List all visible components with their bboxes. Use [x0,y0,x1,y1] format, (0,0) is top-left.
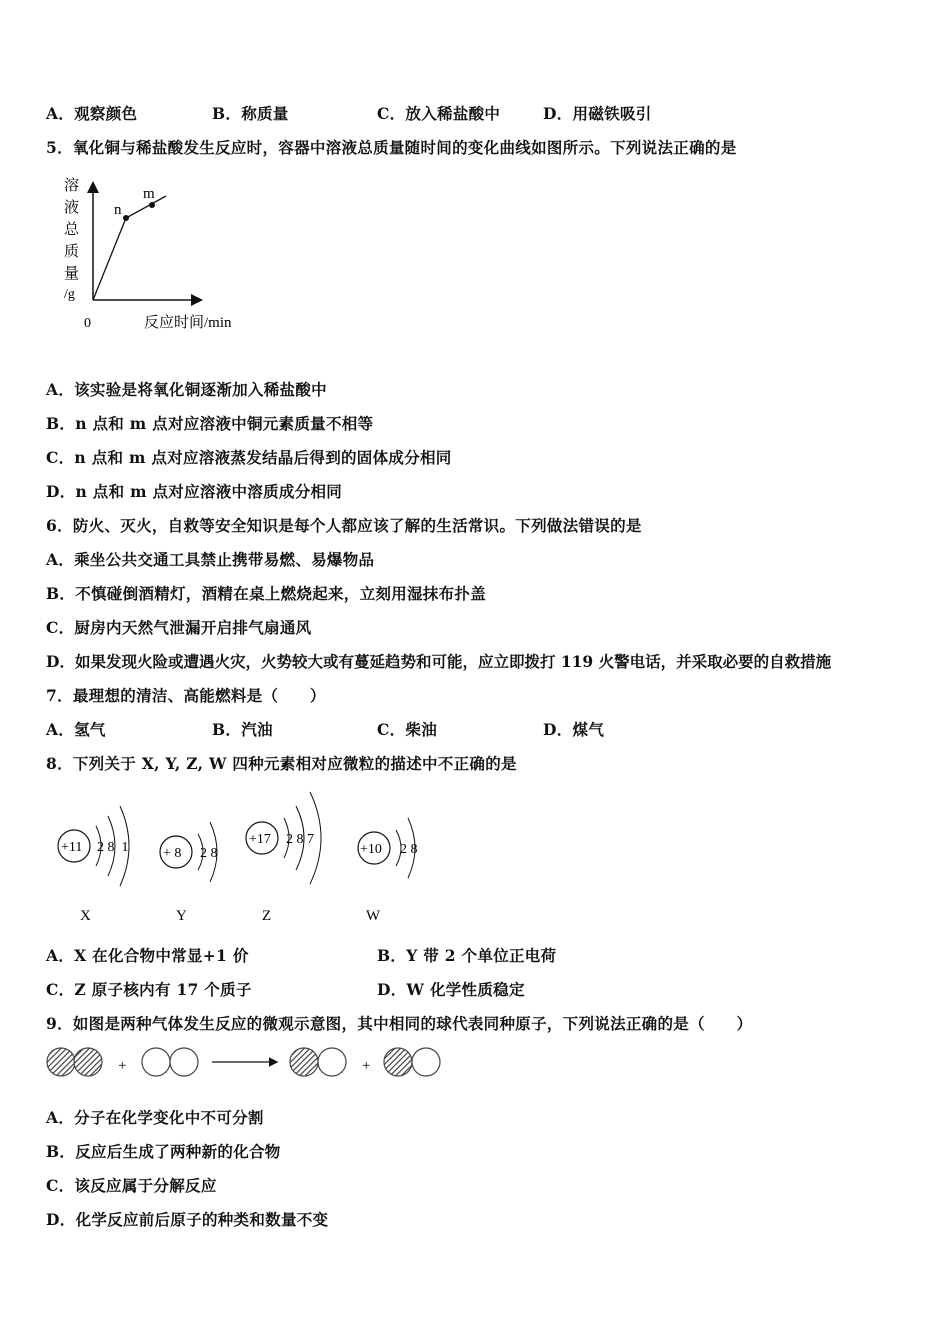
q5-y-char-1: 溶 [64,178,80,194]
q8-option-c[interactable]: C．Z 原子核内有 17 个质子 [46,980,252,999]
particle-w-diagram [358,818,418,924]
particle-x-label: X [80,908,91,924]
product-molecule-2 [384,1048,440,1076]
q5-label-m: m [143,186,155,202]
q5-y-char-5: 量 [64,266,80,282]
q6-option-a[interactable]: A．乘坐公共交通工具禁止携带易燃、易爆物品 [46,550,375,569]
q4-option-d[interactable]: D．用磁铁吸引 [543,104,652,123]
reactant-molecule-shaded [47,1048,102,1076]
svg-text:+10: +10 [360,842,382,857]
svg-text:+11: +11 [61,840,83,855]
q6-option-d[interactable]: D．如果发现火险或遭遇火灾，火势较大或有蔓延趋势和可能，应立即拨打 119 火警电话，并采取必要的自救措施 [46,652,832,671]
q9-option-a[interactable]: A．分子在化学变化中不可分割 [46,1108,264,1127]
q7-option-d[interactable]: D．煤气 [543,720,605,739]
q9-plus-1: + [118,1058,127,1074]
svg-text:2 8 7: 2 8 7 [286,832,314,847]
q7-stem: 7．最理想的清洁、高能燃料是（ ） [46,686,326,705]
q6-option-c[interactable]: C．厨房内天然气泄漏开启排气扇通风 [46,618,312,637]
particle-z-diagram [246,792,321,924]
q6-stem: 6．防火、灭火，自救等安全知识是每个人都应该了解的生活常识。下列做法错误的是 [46,516,642,535]
q9-option-d[interactable]: D．化学反应前后原子的种类和数量不变 [46,1210,329,1229]
q4-option-c[interactable]: C．放入稀盐酸中 [377,104,501,123]
q7-option-a[interactable]: A．氢气 [46,720,106,739]
svg-text:2 8: 2 8 [200,846,218,861]
particle-w-label: W [366,908,381,924]
q8-option-a[interactable]: A．X 在化合物中常显+1 价 [46,946,249,965]
svg-text:2 8: 2 8 [400,842,418,857]
q4-option-b[interactable]: B．称质量 [212,104,289,123]
q5-origin: 0 [84,316,91,331]
q8-option-d[interactable]: D．W 化学性质稳定 [377,980,525,999]
q5-label-n: n [114,202,122,218]
q5-y-char-4: 质 [64,244,80,260]
q6-option-b[interactable]: B．不慎碰倒酒精灯，酒精在桌上燃烧起来，立刻用湿抹布扑盖 [46,584,487,603]
particle-y-diagram [160,822,218,924]
q5-option-a[interactable]: A．该实验是将氧化铜逐渐加入稀盐酸中 [46,380,327,399]
q8-stem: 8．下列关于 X, Y, Z, W 四种元素相对应微粒的描述中不正确的是 [46,754,517,773]
q5-option-d[interactable]: D．n 点和 m 点对应溶液中溶质成分相同 [46,482,343,501]
svg-text:+17: +17 [249,832,271,847]
q5-point-m [149,202,155,208]
q7-option-c[interactable]: C．柴油 [377,720,438,739]
q5-y-char-6: /g [64,287,75,302]
particle-z-label: Z [262,908,272,924]
q8-option-b[interactable]: B．Y 带 2 个单位正电荷 [377,946,557,965]
q5-option-b[interactable]: B．n 点和 m 点对应溶液中铜元素质量不相等 [46,414,374,433]
q7-option-b[interactable]: B．汽油 [212,720,273,739]
q5-curve [93,196,166,300]
q9-stem: 9．如图是两种气体发生反应的微观示意图，其中相同的球代表同种原子，下列说法正确的是（ ） [46,1014,753,1033]
q8-particle-diagrams [40,782,460,930]
particle-y-label: Y [176,908,187,924]
svg-text:+ 8: + 8 [163,846,182,861]
q5-option-c[interactable]: C．n 点和 m 点对应溶液蒸发结晶后得到的固体成分相同 [46,448,452,467]
q5-mass-time-graph [58,170,258,340]
q5-stem: 5．氧化铜与稀盐酸发生反应时，容器中溶液总质量随时间的变化曲线如图所示。下列说法正确的是 [46,138,737,157]
q5-y-char-3: 总 [64,222,80,238]
q5-point-n [123,215,129,221]
q9-option-c[interactable]: C．该反应属于分解反应 [46,1176,217,1195]
particle-x-diagram [58,806,129,924]
product-molecule-1 [290,1048,346,1076]
q9-option-b[interactable]: B．反应后生成了两种新的化合物 [46,1142,281,1161]
q9-plus-2: + [362,1058,371,1074]
q5-x-label: 反应时间/min [144,315,232,331]
svg-text:2 8 1: 2 8 1 [97,840,129,855]
q4-option-a[interactable]: A．观察颜色 [46,104,138,123]
q5-y-char-2: 液 [64,200,80,216]
q9-reaction-diagram [44,1042,464,1084]
reactant-molecule-white [142,1048,198,1076]
